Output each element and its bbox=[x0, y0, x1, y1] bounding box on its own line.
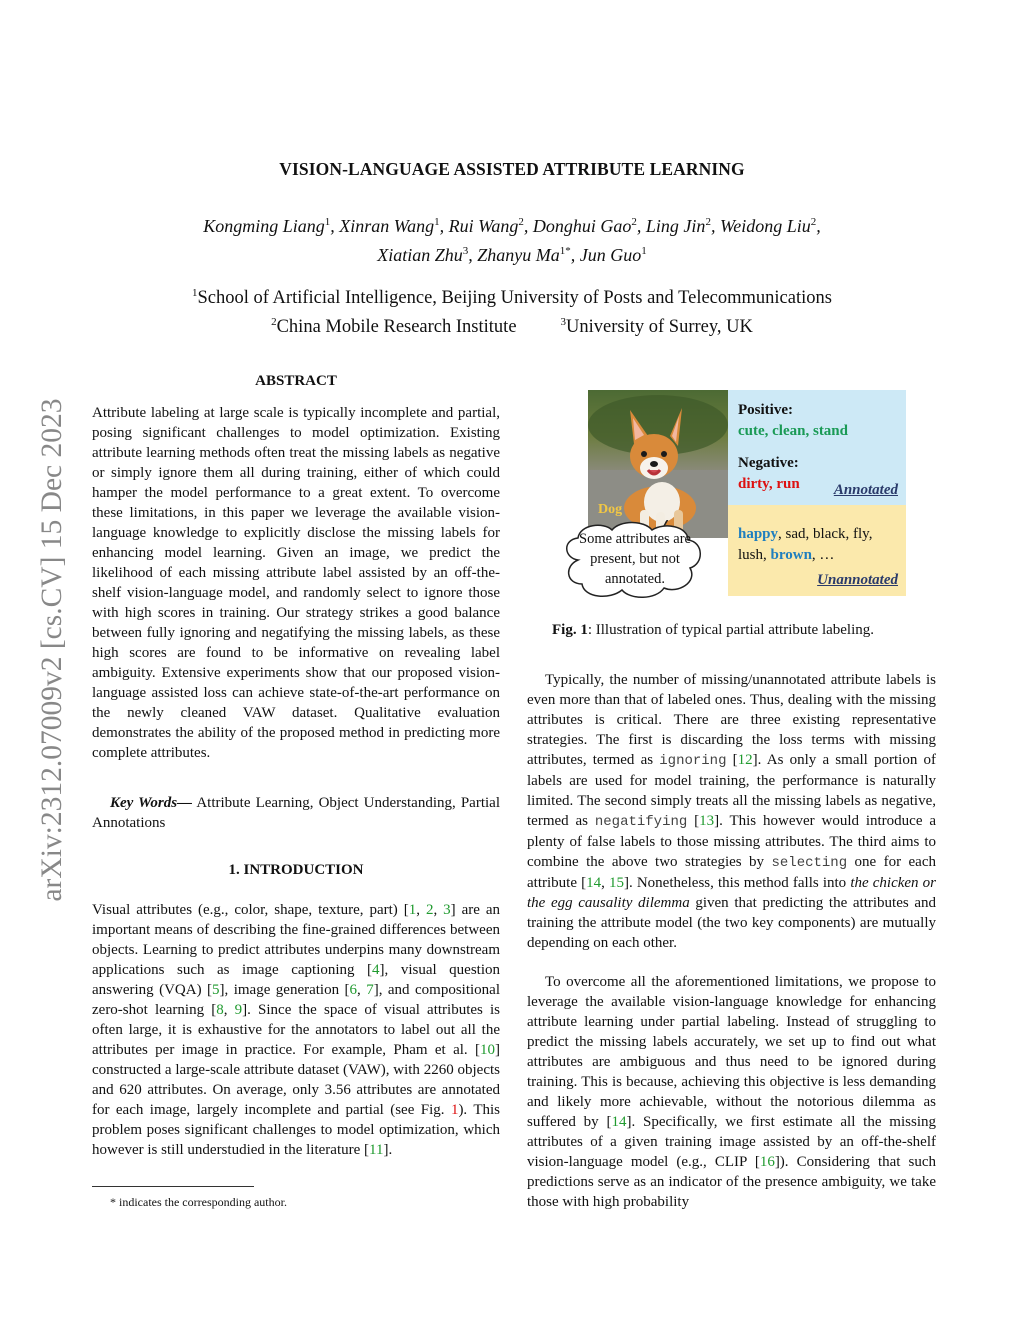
affiliation-mark: 1 bbox=[192, 287, 198, 299]
text-run: , bbox=[416, 902, 426, 918]
author-name: Rui Wang bbox=[448, 216, 519, 236]
arxiv-identifier: arXiv:2312.07009v2 [cs.CV] 15 Dec 2023 bbox=[36, 398, 68, 902]
citation-link[interactable]: 16 bbox=[759, 1154, 775, 1170]
author-name: Ling Jin bbox=[645, 216, 706, 236]
citation-link[interactable]: 6 bbox=[349, 982, 358, 998]
intro-paragraph-3 bbox=[527, 972, 936, 1212]
affiliation-3: University of Surrey, UK bbox=[566, 317, 753, 338]
text-run: one for each attribute [ bbox=[527, 854, 937, 891]
text-run: ]. bbox=[383, 1142, 393, 1158]
author-affil: 1 bbox=[434, 216, 440, 228]
annotated-tag: Annotated bbox=[833, 482, 898, 498]
affiliation-mark: 3 bbox=[560, 316, 567, 329]
text-run: ], and compositional zero-shot learning [ bbox=[92, 982, 500, 1018]
cloud-text: Some attributes are present, but not annotated. bbox=[579, 531, 691, 587]
positive-label: Positive: bbox=[738, 402, 793, 418]
positive-attributes: cute, clean, stand bbox=[738, 423, 848, 439]
citation-link[interactable]: 4 bbox=[372, 962, 380, 978]
dog-label: Dog bbox=[598, 502, 623, 517]
text-run: ]. Since the space of visual attributes is often large, it is exhaustive for the annotators to label out all the attributes per image in practice. For example, Pham et al. [ bbox=[92, 1002, 501, 1058]
text-run: ). This problem poses significant challenges to model optimization, which however is still understudied in the literature [ bbox=[92, 1102, 500, 1158]
author-name: Zhanyu Ma bbox=[477, 245, 560, 265]
citation-link[interactable]: 15 bbox=[608, 875, 624, 891]
author-affil: 3 bbox=[462, 245, 469, 257]
abstract-text: Attribute labeling at large scale is typically incomplete and partial, posing significant challenges to model optimization. Existing attribute learning methods often treat the missing labels as negative or simply ignore them all during training, either of which could hamper the model performance to a great extent. To overcome these limitations, in this paper we leverage the available vision-language knowledge to explicitly disclose the missing labels for enhancing model learning. Given an image, we predict the likelihood of each missing attribute label assisted by an off-the-shelf vision-language model, and randomly select to ignore those with high scores in training. Our strategy strikes a good balance between fully ignoring and negatifying the missing labels, as these high scores are found to be informative on revealing label ambiguity. Extensive experiments show that our proposed vision-language assisted loss can achieve state-of-the-art performance on the newly cleaned VAW dataset. Qualitative evaluation demonstrates the ability of the proposed method in predicting more complete attributes. bbox=[92, 405, 500, 761]
author-name: Xiatian Zhu bbox=[377, 245, 463, 265]
text-run: ]. Specifically, we first estimate all the missing attributes of a given training image assisted by an off-the-shelf vision-language model (e.g., CLIP [ bbox=[527, 1114, 936, 1170]
unannotated-tag: Unannotated bbox=[817, 572, 898, 588]
author-name: Weidong Liu bbox=[719, 216, 811, 236]
text-run: ]). Considering that such predictions serve as an indicator of the presence ambiguity, we take those with high probability bbox=[527, 1154, 936, 1210]
affiliation-mark: 2 bbox=[271, 316, 277, 329]
citation-link[interactable]: 13 bbox=[699, 813, 715, 829]
text-run: ], image generation [ bbox=[219, 982, 350, 998]
citation-link[interactable]: 3 bbox=[443, 902, 451, 918]
citation-link[interactable]: 9 bbox=[234, 1002, 243, 1018]
text-run: [ bbox=[687, 813, 700, 829]
author-name: Xinran Wang bbox=[339, 216, 435, 236]
citation-link[interactable]: 11 bbox=[369, 1142, 384, 1158]
author-affil: 2 bbox=[518, 216, 524, 228]
caption-label: Fig. 1 bbox=[552, 622, 588, 638]
citation-link[interactable]: 14 bbox=[586, 875, 602, 891]
affiliation-1: School of Artificial Intelligence, Beijing University of Posts and Telecommunications bbox=[197, 288, 832, 309]
caption-text: : Illustration of typical partial attribute labeling. bbox=[587, 622, 875, 638]
negative-label: Negative: bbox=[738, 455, 799, 471]
unannotated-panel bbox=[728, 505, 906, 596]
term-ignoring: ignoring bbox=[659, 753, 727, 769]
unannotated-attributes bbox=[738, 524, 898, 566]
footnote-rule bbox=[92, 1186, 254, 1187]
text-run: , bbox=[223, 1002, 235, 1018]
text-run: ]. As only a small portion of labels are used for model training, the performance is naturally limited. The second simply treats all the missing labels as negative, termed as bbox=[527, 752, 936, 829]
author-affil: 2 bbox=[631, 216, 637, 228]
author-affil: 1 bbox=[324, 216, 331, 228]
intro-paragraph-1 bbox=[92, 900, 500, 1160]
text-run: ] are an important means of describing the fine-grained differences between objects. Learning to predict attributes underpins many downstream applications such as image captioning [ bbox=[92, 902, 501, 978]
dog-photo bbox=[588, 390, 728, 538]
text-run: Typically, the number of missing/unannotated attribute labels is even more than that of labeled ones. Thus, dealing with the missing attributes is critical. There are three existing representative strategies. The first is discarding the loss terms with missing attributes, termed as bbox=[527, 672, 936, 768]
citation-link[interactable]: 2 bbox=[425, 902, 434, 918]
text-run: , bbox=[601, 875, 609, 891]
keywords bbox=[92, 793, 500, 833]
intro-paragraph-2 bbox=[527, 670, 936, 953]
text-run: Visual attributes (e.g., color, shape, texture, part) [ bbox=[92, 902, 409, 918]
keywords-label: Key Words— bbox=[110, 795, 193, 811]
figure-caption bbox=[552, 622, 874, 639]
author-affil: 2 bbox=[705, 216, 711, 228]
citation-link[interactable]: 5 bbox=[212, 982, 220, 998]
paper-title: VISION-LANGUAGE ASSISTED ATTRIBUTE LEARNING bbox=[279, 159, 745, 179]
text-run: , bbox=[433, 902, 444, 918]
intro-heading: 1. INTRODUCTION bbox=[228, 862, 364, 878]
citation-link[interactable]: 10 bbox=[480, 1042, 495, 1058]
text-run: ], visual question answering (VQA) [ bbox=[92, 962, 500, 998]
author-affil: 1 bbox=[559, 245, 566, 257]
author-name: Jun Guo bbox=[579, 245, 642, 265]
term-negatifying: negatifying bbox=[594, 814, 688, 830]
keywords-text: Attribute Learning, Object Understanding, Partial Annotations bbox=[92, 795, 500, 831]
author-name: Kongming Liang bbox=[203, 216, 325, 236]
citation-link[interactable]: 14 bbox=[611, 1114, 627, 1130]
author-affil: 2 bbox=[810, 216, 817, 228]
text-run: To overcome all the aforementioned limitations, we propose to leverage the available vision-language knowledge for enhancing attribute learning under partial labeling. Instead of struggling to predict the missing labels accurately, we set up to find out what attributes are ambiguous and thus need to be ignored during training. This is because, achieving this objective is less demanding and likely more achievable, without the notorious dilemma as suffered by [ bbox=[527, 974, 936, 1130]
footnote: * indicates the corresponding author. bbox=[110, 1195, 287, 1209]
affiliations bbox=[110, 281, 914, 339]
abstract-heading: ABSTRACT bbox=[255, 373, 337, 389]
text-run: ]. Nonetheless, this method falls into bbox=[623, 875, 851, 891]
citation-link[interactable]: 1 bbox=[408, 902, 417, 918]
affiliation-2: China Mobile Research Institute bbox=[276, 317, 517, 338]
figure-link[interactable]: 1 bbox=[450, 1102, 459, 1118]
text-run: [ bbox=[726, 752, 738, 768]
text-run: ]. This however would introduce a plenty of false labels to those missing attributes. The third aims to combine the above two strategies by bbox=[527, 813, 937, 870]
figure-1 bbox=[579, 390, 906, 596]
text-run: , bbox=[357, 982, 367, 998]
attr-list: , sad, black, fly, lush, bbox=[738, 526, 873, 563]
author-list: Kongming Liang$^1$, Xinran Wang$^1$, Rui Wang$^2$, Donghui Gao$^2$, Ling Jin$^2$, Weidong Liu$^2$, Xiatian Zhu$^3$, Zhanyu $Ma^{1*}$, Jun Guo$^1$ bbox=[203, 216, 821, 265]
text-run: given that predicting the attributes and training the attribute model (the two key components) are mutually depending on each other. bbox=[527, 895, 936, 951]
attr-ellipsis: , … bbox=[811, 547, 835, 563]
citation-link[interactable]: 12 bbox=[737, 752, 753, 768]
author-name: Donghui Gao bbox=[532, 216, 632, 236]
italic-phrase: the chicken or the egg causality dilemma bbox=[527, 875, 937, 911]
annotated-panel bbox=[728, 390, 906, 505]
attr-happy: happy bbox=[738, 526, 779, 542]
term-selecting: selecting bbox=[771, 855, 848, 871]
citation-link[interactable]: 7 bbox=[366, 982, 374, 998]
negative-attributes: dirty, run bbox=[738, 476, 800, 492]
author-affil: 1 bbox=[641, 245, 647, 257]
citation-link[interactable]: 8 bbox=[216, 1002, 224, 1018]
attr-brown: brown bbox=[770, 547, 812, 563]
text-run: ] constructed a large-scale attribute dataset (VAW), with 2260 objects and 620 attributes. On average, only 3.56 attributes are annotated for each image, largely incomplete and partial (see Fig. bbox=[92, 1042, 500, 1118]
